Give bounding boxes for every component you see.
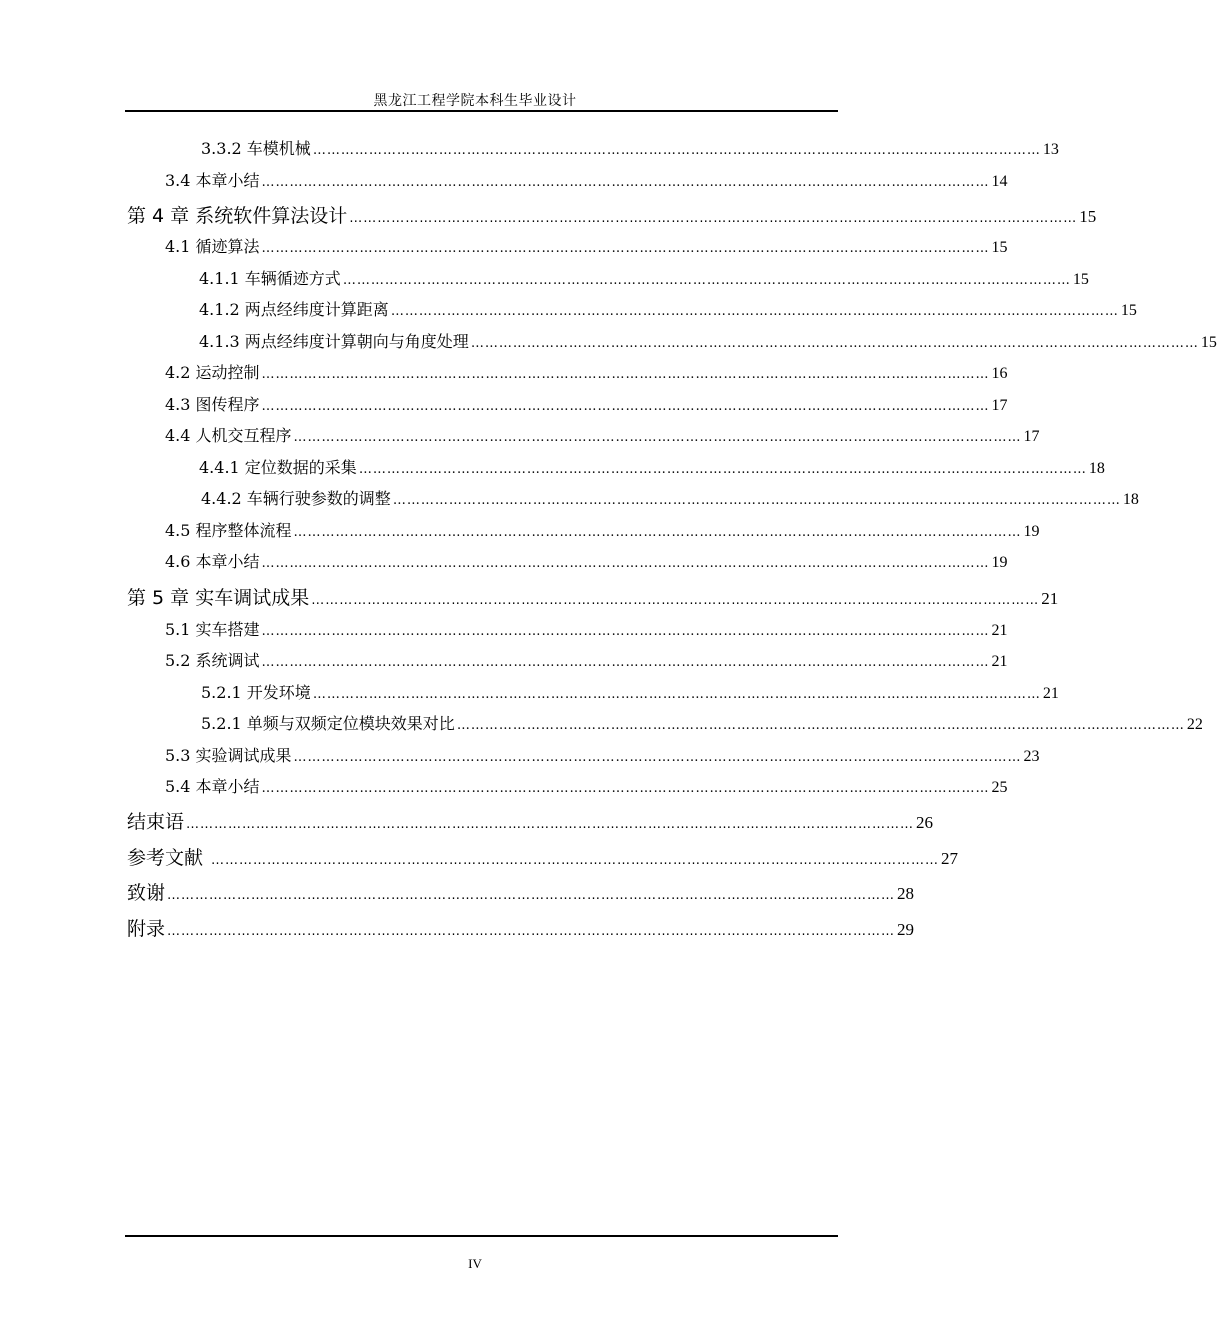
toc-entry-label: 4.3 图传程序 [165, 395, 260, 414]
toc-dot-leader: ………………………………………………………………………………………………………………………………………… [470, 336, 1199, 351]
toc-entry-4-4[interactable] [165, 423, 1040, 446]
toc-dot-leader: ………………………………………………………………………………………………………………………………………… [358, 462, 1087, 477]
toc-page-number: 15 [1079, 207, 1097, 226]
toc-dot-leader: ………………………………………………………………………………………………………………………………………… [390, 304, 1119, 319]
toc-dot-leader: ………………………………………………………………………………………………………………………………………… [293, 525, 1022, 540]
toc-dot-leader: ………………………………………………………………………………………………………………………………………… [261, 241, 990, 256]
toc-page-number: 17 [1023, 428, 1040, 445]
toc-entry-label: 4.5 程序整体流程 [165, 521, 292, 540]
toc-dot-leader: ………………………………………………………………………………………………………………………………………… [293, 430, 1022, 445]
toc-page-number: 15 [1120, 302, 1137, 319]
toc-entry-5-4[interactable] [165, 774, 1008, 797]
toc-dot-leader: ………………………………………………………………………………………………………………………………………… [167, 924, 896, 939]
toc-entry-4-4-1[interactable] [199, 455, 1105, 478]
toc-dot-leader: ………………………………………………………………………………………………………………………………………… [261, 655, 990, 670]
toc-dot-leader: ………………………………………………………………………………………………………………………………………… [261, 367, 990, 382]
toc-entry-label: 4.1 循迹算法 [165, 237, 260, 256]
toc-entry-label: 4.2 运动控制 [165, 363, 260, 382]
toc-entry-3-4[interactable] [165, 168, 1008, 191]
toc-dot-leader: ………………………………………………………………………………………………………………………………………… [186, 817, 915, 832]
toc-page-number: 16 [991, 365, 1008, 382]
toc-dot-leader: ………………………………………………………………………………………………………………………………………… [211, 853, 940, 868]
toc-entry-4-2[interactable] [165, 360, 1008, 383]
toc-page-number: 15 [1072, 271, 1089, 288]
toc-page-number: 18 [1088, 460, 1105, 477]
toc-page-number: 19 [991, 554, 1008, 571]
toc-entry-4-3[interactable] [165, 392, 1008, 415]
toc-entry-label: 致谢 [127, 882, 166, 904]
toc-entry-4-4-2[interactable] [201, 486, 1139, 509]
toc-page-number: 13 [1042, 141, 1059, 158]
toc-entry-label: 4.1.3 两点经纬度计算朝向与角度处理 [199, 332, 469, 351]
toc-entry-appendix[interactable] [127, 914, 915, 941]
toc-entry-label: 5.3 实验调试成果 [165, 746, 292, 765]
toc-page-number: 21 [991, 653, 1008, 670]
page-number: IV [468, 1256, 482, 1271]
toc-page-number: 15 [1200, 334, 1217, 351]
toc-entry-label: 5.2 系统调试 [165, 651, 260, 670]
toc-page-number: 18 [1122, 491, 1139, 508]
toc-page-number: 14 [991, 173, 1008, 190]
toc-page-number: 26 [916, 813, 934, 832]
toc-entry-label: 附录 [127, 918, 166, 940]
toc-entry-4-1-3[interactable] [199, 329, 1217, 352]
toc-entry-label: 结束语 [127, 811, 185, 833]
toc-entry-chapter-5[interactable] [127, 583, 1059, 610]
toc-page-number: 27 [941, 849, 959, 868]
header-rule [125, 110, 838, 112]
toc-entry-4-5[interactable] [165, 518, 1040, 541]
toc-dot-leader: ………………………………………………………………………………………………………………………………………… [342, 273, 1071, 288]
toc-entry-label: 5.2.1 单频与双频定位模块效果对比 [201, 714, 455, 733]
toc-entry-4-6[interactable] [165, 549, 1008, 572]
toc-page-number: 19 [1023, 523, 1040, 540]
toc-entry-4-1-2[interactable] [199, 297, 1137, 320]
toc-dot-leader: ………………………………………………………………………………………………………………………………………… [312, 687, 1041, 702]
toc-entry-5-1[interactable] [165, 617, 1008, 640]
toc-dot-leader: ………………………………………………………………………………………………………………………………………… [456, 718, 1185, 733]
toc-entry-conclusion[interactable] [127, 807, 934, 834]
toc-page-number: 21 [1041, 589, 1059, 608]
toc-entry-label: 4.4.2 车辆行驶参数的调整 [201, 489, 391, 508]
toc-entry-label: 5.4 本章小结 [165, 777, 260, 796]
toc-dot-leader: ………………………………………………………………………………………………………………………………………… [261, 556, 990, 571]
toc-entry-acknowledgements[interactable] [127, 878, 915, 905]
toc-page-number: 21 [991, 622, 1008, 639]
toc-dot-leader: ………………………………………………………………………………………………………………………………………… [261, 781, 990, 796]
toc-dot-leader: ………………………………………………………………………………………………………………………………………… [312, 143, 1041, 158]
running-header-title: 黑龙江工程学院本科生毕业设计 [373, 93, 577, 109]
toc-entry-label: 4.4 人机交互程序 [165, 426, 292, 445]
toc-dot-leader: ………………………………………………………………………………………………………………………………………… [349, 211, 1078, 226]
toc-entry-label: 4.6 本章小结 [165, 552, 260, 571]
toc-entry-label: 4.1.1 车辆循迹方式 [199, 269, 341, 288]
toc-dot-leader: ………………………………………………………………………………………………………………………………………… [261, 399, 990, 414]
toc-entry-label: 参考文献 [127, 847, 210, 869]
toc-page-number: 21 [1042, 685, 1059, 702]
toc-dot-leader: ………………………………………………………………………………………………………………………………………… [261, 624, 990, 639]
toc-page-number: 23 [1023, 748, 1040, 765]
toc-dot-leader: ………………………………………………………………………………………………………………………………………… [261, 175, 990, 190]
toc-entry-chapter-4[interactable] [127, 201, 1097, 228]
toc-entry-4-1[interactable] [165, 234, 1008, 257]
toc-page-number: 25 [991, 779, 1008, 796]
toc-entry-label: 4.1.2 两点经纬度计算距离 [199, 300, 389, 319]
toc-dot-leader: ………………………………………………………………………………………………………………………………………… [167, 888, 896, 903]
toc-entry-label: 4.4.1 定位数据的采集 [199, 458, 357, 477]
toc-entry-label: 第 5 章 实车调试成果 [127, 587, 310, 609]
toc-entry-5-3[interactable] [165, 743, 1040, 766]
toc-page-number: 29 [897, 920, 915, 939]
toc-dot-leader: ………………………………………………………………………………………………………………………………………… [392, 493, 1121, 508]
toc-entry-label: 5.1 实车搭建 [165, 620, 260, 639]
toc-entry-5-2-1-comparison[interactable] [201, 711, 1203, 734]
toc-page-number: 17 [991, 397, 1008, 414]
toc-entry-3-3-2[interactable] [201, 136, 1059, 159]
toc-page-number: 15 [991, 239, 1008, 256]
toc-dot-leader: ………………………………………………………………………………………………………………………………………… [293, 750, 1022, 765]
toc-entry-label: 第 4 章 系统软件算法设计 [127, 205, 348, 227]
toc-entry-references[interactable] [127, 843, 959, 870]
toc-entry-5-2-1-dev-env[interactable] [201, 680, 1059, 703]
toc-entry-5-2[interactable] [165, 648, 1008, 671]
footer-rule [125, 1235, 838, 1237]
toc-page-number: 28 [897, 884, 915, 903]
toc-entry-label: 3.3.2 车模机械 [201, 139, 311, 158]
toc-entry-4-1-1[interactable] [199, 266, 1089, 289]
toc-entry-label: 3.4 本章小结 [165, 171, 260, 190]
toc-page-number: 22 [1186, 716, 1203, 733]
toc-dot-leader: ………………………………………………………………………………………………………………………………………… [311, 593, 1040, 608]
toc-entry-label: 5.2.1 开发环境 [201, 683, 311, 702]
